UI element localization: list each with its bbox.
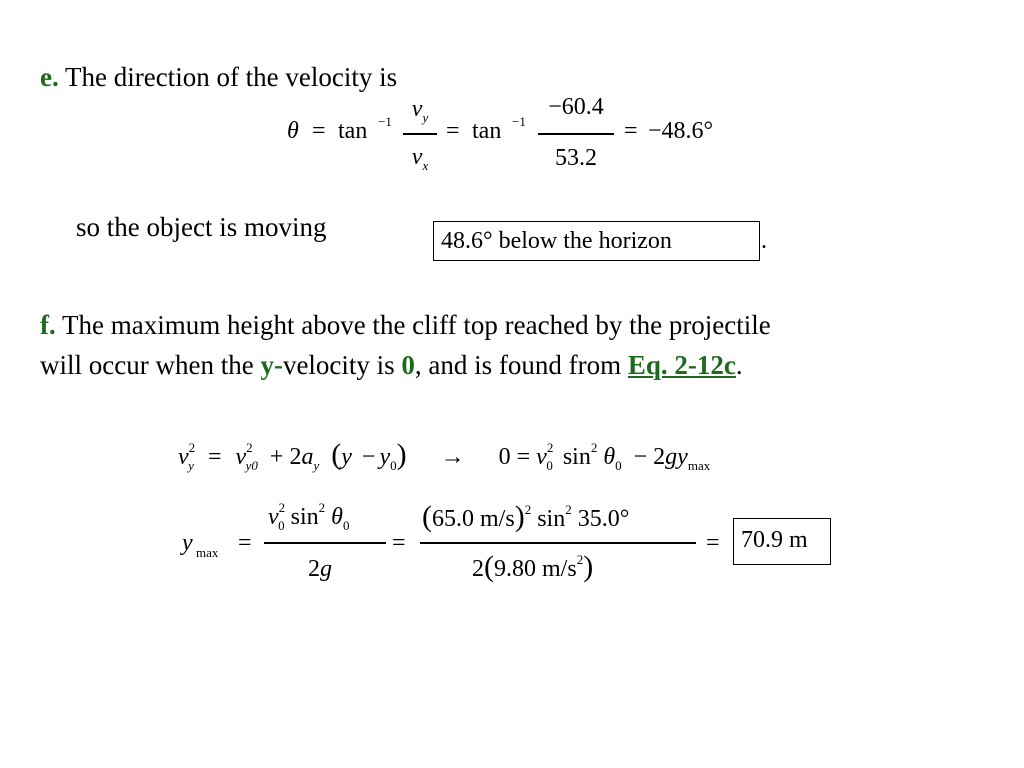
theta-sub: 0 [615,458,622,473]
theta-num-sub: 0 [342,518,350,533]
arrow-icon: → [440,444,465,470]
vy-sub: y [188,458,194,473]
minus-two: − 2 [633,444,666,470]
part-f-label: f. [40,310,56,340]
plus-two: + 2 [269,444,302,470]
vy-squared: 2 [188,440,196,455]
vy0-term: v [235,444,247,470]
v0-sub: 0 [546,458,553,473]
tan-function-2: tan [472,118,502,144]
numeric-fraction-bar [420,542,696,544]
conclusion-text: so the object is moving [76,212,327,242]
numerator-value: −60.4 [548,94,604,120]
vy-term: v [178,444,189,470]
equals-sign-3: = [624,118,638,144]
velocity-value: 65.0 m/s [432,506,515,532]
numeric-numerator [422,500,629,534]
equals-sign: = [312,118,326,144]
v0-squared: 2 [546,440,554,455]
theta-term: θ [603,444,616,470]
ymax-term: y [182,530,193,556]
symbolic-fraction-bar [264,542,386,544]
fraction-bar-2 [538,133,614,135]
paren-close-den: ) [583,550,594,583]
sin-numeric: sin [537,506,566,532]
vy-subscript: y [422,110,429,125]
equation-reference-link[interactable]: Eq. 2-12c [627,350,736,380]
paren-open-den: ( [484,550,494,583]
a-term: a [301,444,314,470]
vx-denominator-wrap [404,144,436,171]
v0-term: v [536,444,547,470]
paren-close: ) [396,438,407,471]
gy-term: gy [665,444,688,470]
vx-denominator: v [411,144,423,170]
eq-equals: = [207,444,222,470]
denominator-value: 53.2 [555,145,597,171]
part-f-text-2d: . [735,350,743,380]
zero-equals: 0 = [498,444,531,470]
equals-numeric: = [392,530,406,556]
theta-num: θ [331,504,343,530]
vy-over-vx-fraction [404,96,436,123]
sin-numeric-sup: 2 [565,502,572,517]
g-den: g [320,556,332,582]
vy-numerator: v [411,96,423,122]
y-term: y [341,444,352,470]
zero-value: 0 [401,350,415,380]
part-f-text-2a: will occur when the [40,350,254,380]
kinematic-equation [178,438,710,472]
y-word: y- [260,350,283,380]
minus-sign: − [361,444,376,470]
part-e-label: e. [40,62,59,92]
theta-symbol: θ [287,118,299,144]
part-f-text-2b: velocity is [282,350,395,380]
v0-num-sup: 2 [278,500,286,515]
conclusion-period: . [761,228,767,254]
two-numeric: 2 [472,556,484,582]
inverse-exponent-2: −1 [512,114,526,129]
boxed-answer: 48.6° below the horizon [441,228,672,254]
paren-close-num: ) [514,500,525,533]
numeric-denominator [472,550,593,584]
ymax-equals: = [238,530,252,556]
paren-open-num: ( [422,500,432,533]
vx-subscript: x [422,158,429,173]
part-e-text: The direction of the velocity is [65,62,398,92]
ymax-sub: max [196,545,219,560]
fraction-bar [403,133,437,135]
two-den: 2 [308,556,320,582]
y0-term: y [379,444,391,470]
tan-function: tan [338,118,368,144]
symbolic-numerator [268,500,350,533]
part-e-heading [40,62,397,93]
symbolic-denominator [308,556,332,583]
vy0-sub: y0 [245,458,258,473]
gravity-squared: 2 [576,552,584,567]
v0-num: v [268,504,279,530]
part-f-line-1 [40,310,771,341]
equals-sign-2: = [446,118,460,144]
ymax-answer: 70.9 m [741,527,808,553]
paren-open: ( [331,438,342,471]
vy0-squared: 2 [246,440,253,455]
part-f-text-1: The maximum height above the cliff top reached by the projectile [62,310,771,340]
angle-value: 35.0° [577,506,630,532]
angle-result: −48.6° [648,118,714,144]
v0-num-sub: 0 [278,518,285,533]
a-sub: y [313,458,320,473]
sin-function: sin [562,444,591,470]
inverse-exponent: −1 [378,114,392,129]
y0-sub: 0 [390,458,397,473]
velocity-squared: 2 [524,502,532,517]
part-f-line-2 [40,350,743,381]
gravity-value: 9.80 m/s [494,556,577,582]
equals-answer: = [706,530,720,556]
sin-squared: 2 [590,440,598,455]
sin-num: sin [290,504,319,530]
max-sub: max [687,458,711,473]
part-f-text-2c: , and is found from [414,350,622,380]
sin-num-sup: 2 [318,500,326,515]
